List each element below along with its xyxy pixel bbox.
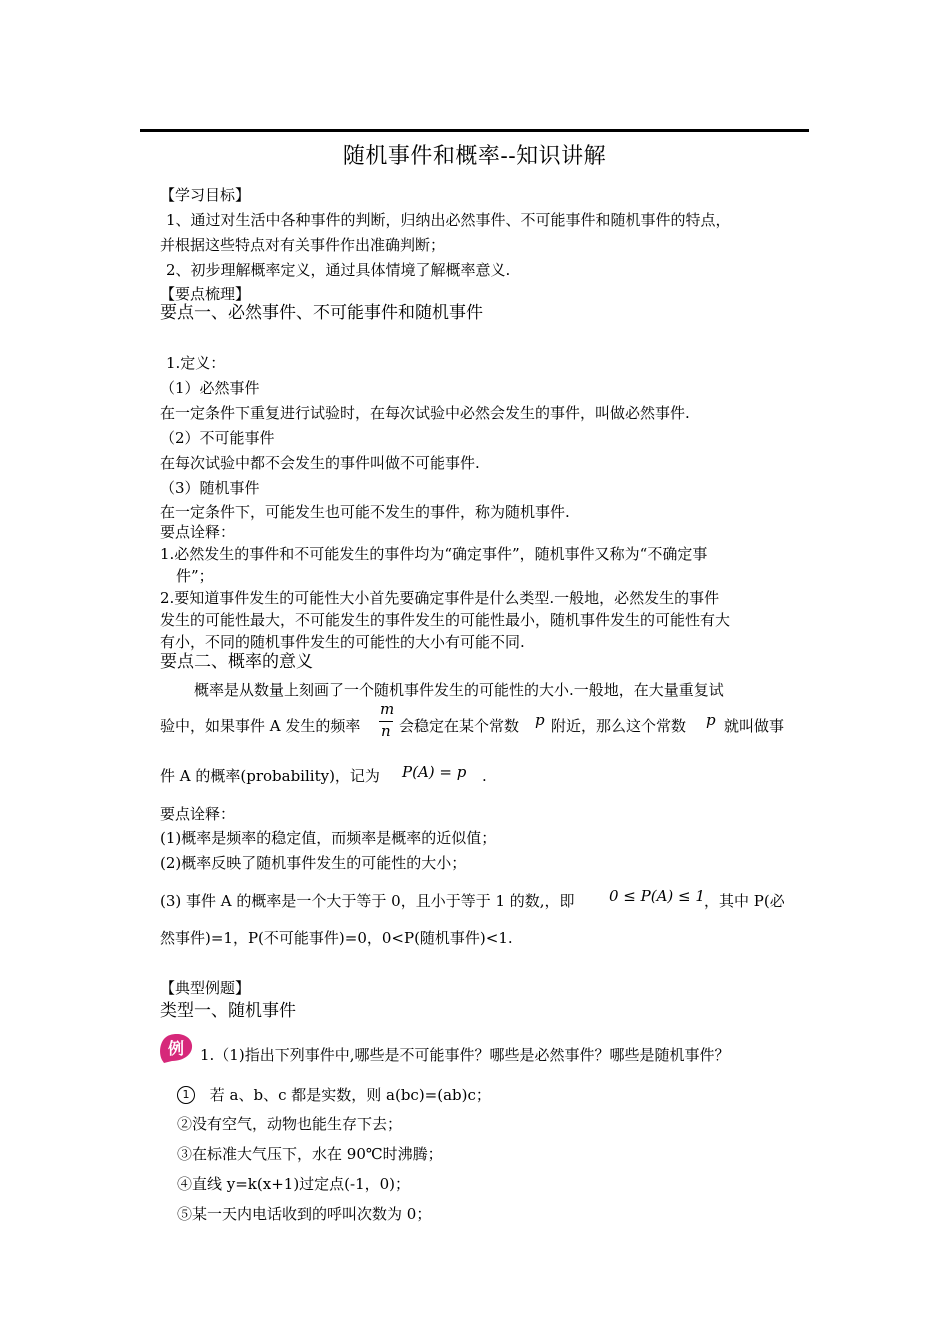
prob-line-2d: 就叫做事 — [724, 717, 785, 735]
type-one-heading: 类型一、随机事件 — [160, 1001, 296, 1021]
goal-2: 2、初步理解概率定义，通过具体情境了解概率意义. — [166, 261, 511, 279]
badge-text: 例 — [167, 1039, 185, 1058]
prob-line-1: 概率是从数量上刻画了一个随机事件发生的可能性的大小.一般地，在大量重复试 — [194, 681, 724, 699]
explain-3-line-2: 然事件)=1，P(不可能事件)=0，0<P(随机事件)<1. — [160, 929, 513, 947]
def-2-text: 在每次试验中都不会发生的事件叫做不可能事件. — [160, 454, 480, 472]
explain-3-line-1a: (3) 事件 A 的概率是一个大于等于 0，且小于等于 1 的数,，即 — [160, 892, 575, 910]
fraction-numerator: m — [380, 700, 395, 718]
constant-p-2: p — [706, 711, 716, 729]
prob-line-2c: 附近，那么这个常数 — [551, 717, 687, 735]
point-two-heading: 要点二、概率的意义 — [160, 652, 313, 672]
prob-line-3a: 件 A 的概率(probability)，记为 — [160, 767, 380, 785]
goal-1-line-2: 并根据这些特点对有关事件作出准确判断； — [160, 236, 446, 254]
note-1-heading: 要点诠释： — [160, 523, 236, 541]
item-1 — [177, 1085, 491, 1105]
prob-line-3b: . — [482, 767, 487, 785]
goal-1-line-1: 1、通过对生活中各种事件的判断，归纳出必然事件、不可能事件和随机事件的特点， — [166, 211, 731, 229]
note-1-line-1: 1.必然发生的事件和不可能发生的事件均为“确定事件”，随机事件又称为“不确定事 — [160, 545, 708, 563]
prob-line-2b: 会稳定在某个常数 — [399, 717, 520, 735]
goal-heading: 【学习目标】 — [160, 186, 251, 204]
explain-1: (1)概率是频率的稳定值，而频率是概率的近似值； — [160, 829, 497, 847]
def-2-label: （2）不可能事件 — [160, 429, 275, 447]
explain-3-line-1b: ，其中 P(必 — [704, 892, 785, 910]
def-1-label: （1）必然事件 — [160, 379, 260, 397]
item-1-text: 若 a、b、c 都是实数，则 a(bc)=(ab)c； — [209, 1086, 491, 1104]
circled-number-one: 1 — [177, 1086, 195, 1104]
note-2-line-3: 有小，不同的随机事件发生的可能性的大小有可能不同. — [160, 633, 525, 651]
points-heading: 【要点梳理】 — [160, 285, 251, 303]
def-1-text: 在一定条件下重复进行试验时，在每次试验中必然会发生的事件，叫做必然事件. — [160, 404, 690, 422]
example-badge-icon — [158, 1032, 194, 1064]
fraction-denominator: n — [381, 722, 391, 740]
question-1: 1.（1)指出下列事件中,哪些是不可能事件？哪些是必然事件？哪些是随机事件？ — [200, 1046, 730, 1064]
def-3-label: （3）随机事件 — [160, 479, 260, 497]
probability-range: 0 ≤ P(A) ≤ 1 — [609, 887, 705, 905]
prob-line-2a: 验中，如果事件 A 发生的频率 — [160, 717, 361, 735]
item-3: ③在标准大气压下，水在 90℃时沸腾； — [177, 1145, 443, 1163]
examples-heading: 【典型例题】 — [160, 979, 251, 997]
item-4: ④直线 y=k(x+1)过定点(-1，0)； — [177, 1175, 411, 1193]
item-2: ②没有空气，动物也能生存下去； — [177, 1115, 403, 1133]
def-3-text: 在一定条件下，可能发生也可能不发生的事件，称为随机事件. — [160, 503, 570, 521]
top-rule — [140, 129, 809, 132]
note-3-heading: 要点诠释： — [160, 805, 236, 823]
constant-p-1: p — [535, 711, 545, 729]
frequency-fraction — [380, 700, 395, 740]
note-2-line-1: 2.要知道事件发生的可能性大小首先要确定事件是什么类型.一般地，必然发生的事件 — [160, 589, 720, 607]
note-1-line-2: 件”； — [176, 567, 214, 585]
probability-notation: P(A) = p — [402, 763, 467, 781]
page-title: 随机事件和概率--知识讲解 — [342, 144, 607, 169]
note-2-line-2: 发生的可能性最大，不可能发生的事件发生的可能性最小，随机事件发生的可能性有大 — [160, 611, 731, 629]
point-one-heading: 要点一、必然事件、不可能事件和随机事件 — [160, 303, 483, 323]
explain-2: (2)概率反映了随机事件发生的可能性的大小； — [160, 854, 467, 872]
item-5: ⑤某一天内电话收到的呼叫次数为 0； — [177, 1205, 432, 1223]
definition-label: 1.定义： — [166, 354, 226, 372]
